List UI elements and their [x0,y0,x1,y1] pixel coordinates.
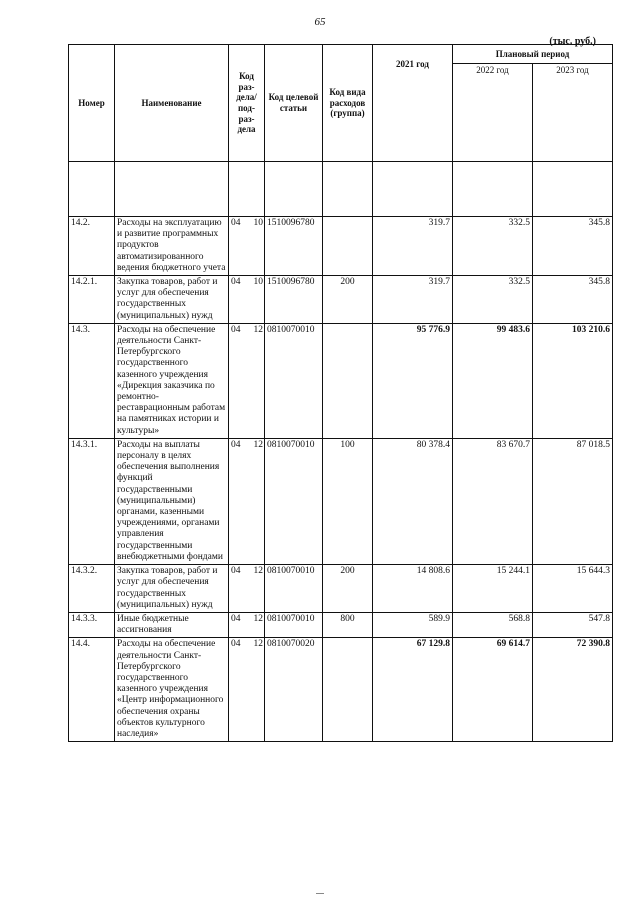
header-number: Номер [69,45,115,162]
row-target: 0810070010 [265,565,323,613]
row-2023: 103 210.6 [533,323,613,438]
row-target: 0810070010 [265,438,323,564]
row-type: 800 [323,612,373,637]
row-2022: 99 483.6 [453,323,533,438]
row-2021: 14 808.6 [373,565,453,613]
row-number: 14.3.2. [69,565,115,613]
row-type: 200 [323,565,373,613]
row-section: 04 12 [229,323,265,438]
table-row [69,323,613,438]
header-2023: 2023 год [533,64,613,162]
row-name: Закупка товаров, работ и услуг для обеспечения государственных (муниципальных) нужд [115,565,229,613]
row-2022: 69 614.7 [453,638,533,742]
header-expense-type: Код вида расходов (группа) [323,45,373,162]
row-section: 04 12 [229,565,265,613]
row-name: Расходы на эксплуатацию и развитие программных продуктов автоматизированного ведения бюджетного учета [115,217,229,276]
row-number: 14.4. [69,638,115,742]
row-2021: 319.7 [373,276,453,324]
row-2022: 83 670.7 [453,438,533,564]
row-2021: 95 776.9 [373,323,453,438]
row-name: Расходы на обеспечение деятельности Санкт-Петербургского государственного казенного учреждения «Центр информационного обеспечения охраны объектов культурного наследия» [115,638,229,742]
row-type [323,217,373,276]
row-number: 14.2. [69,217,115,276]
row-name: Расходы на обеспечение деятельности Санкт-Петербургского государственного казенного учреждения «Дирекция заказчика по ремонтно-реставрационным работам на памятниках истории и культуры» [115,323,229,438]
budget-table [68,44,613,742]
row-target: 1510096780 [265,217,323,276]
row-2023: 72 390.8 [533,638,613,742]
row-section: 04 12 [229,638,265,742]
row-target: 0810070020 [265,638,323,742]
row-section: 04 12 [229,438,265,564]
row-number: 14.3.1. [69,438,115,564]
header-row-1 [69,45,613,64]
row-2021: 67 129.8 [373,638,453,742]
header-target: Код целевой статьи [265,45,323,162]
table-row [69,612,613,637]
row-type: 100 [323,438,373,564]
row-target: 0810070010 [265,612,323,637]
row-2023: 345.8 [533,217,613,276]
header-section: Код раз-дела/ под-раз-дела [229,45,265,162]
row-number: 14.3.3. [69,612,115,637]
table-row [69,438,613,564]
row-2023: 15 644.3 [533,565,613,613]
row-2023: 547.8 [533,612,613,637]
row-type [323,323,373,438]
row-section: 04 10 [229,217,265,276]
units-label: (тыс. руб.) [549,36,596,47]
row-2023: 87 018.5 [533,438,613,564]
row-2021: 319.7 [373,217,453,276]
row-target: 1510096780 [265,276,323,324]
header-plan-period: Плановый период [453,45,613,64]
table-row [69,217,613,276]
row-type: 200 [323,276,373,324]
row-number: 14.2.1. [69,276,115,324]
header-2022: 2022 год [453,64,533,162]
row-type [323,638,373,742]
table-row [69,276,613,324]
page-number: 65 [314,16,326,28]
row-2022: 15 244.1 [453,565,533,613]
row-name: Расходы на выплаты персоналу в целях обеспечения выполнения функций государственными (муниципальными) органами, казенными учреждениями, органами управления государственными внебюджетными фондами [115,438,229,564]
header-2021: 2021 год [373,45,453,162]
header-name: Наименование [115,45,229,162]
row-2022: 568.8 [453,612,533,637]
row-2021: 80 378.4 [373,438,453,564]
page-footer-mark [316,893,324,894]
row-target: 0810070010 [265,323,323,438]
row-section: 04 12 [229,612,265,637]
row-2022: 332.5 [453,276,533,324]
spacer-row [69,162,613,217]
row-number: 14.3. [69,323,115,438]
row-section: 04 10 [229,276,265,324]
row-2023: 345.8 [533,276,613,324]
row-name: Закупка товаров, работ и услуг для обеспечения государственных (муниципальных) нужд [115,276,229,324]
row-name: Иные бюджетные ассигнования [115,612,229,637]
row-2021: 589.9 [373,612,453,637]
row-2022: 332.5 [453,217,533,276]
table-row [69,565,613,613]
table-row [69,638,613,742]
